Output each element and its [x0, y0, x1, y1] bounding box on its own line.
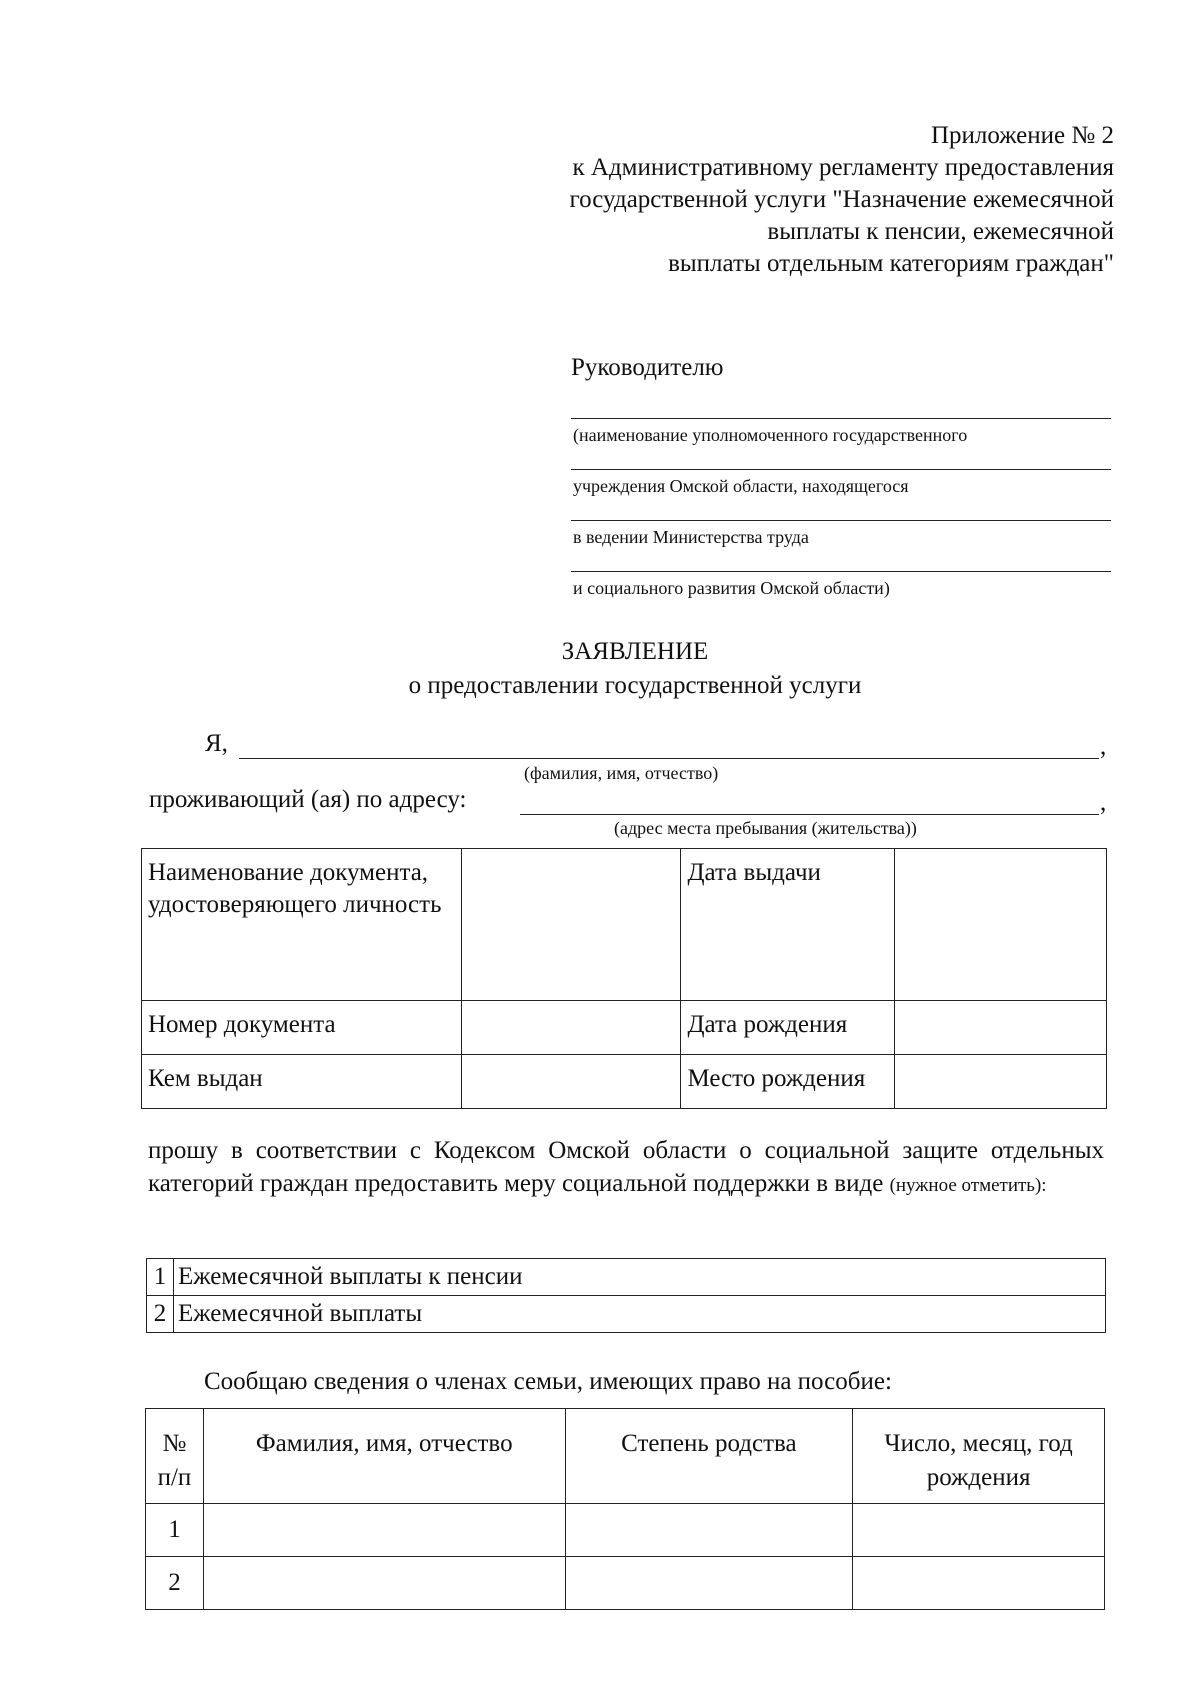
document-subtitle: о предоставлении государственной услуги	[408, 672, 862, 699]
column-header-birth: Число, месяц, год рождения	[853, 1409, 1105, 1504]
family-members-table	[145, 1408, 1105, 1610]
member-name-cell[interactable]	[203, 1504, 565, 1557]
row-number: 1	[146, 1504, 204, 1557]
name-field-line[interactable]	[239, 758, 1099, 759]
document-title: ЗАЯВЛЕНИЕ	[561, 638, 709, 665]
option-number: 1	[147, 1259, 174, 1296]
table-header-row	[146, 1409, 1105, 1504]
issued-by-value[interactable]	[461, 1055, 681, 1109]
address-field-line[interactable]	[520, 814, 1099, 815]
column-header-name: Фамилия, имя, отчество	[203, 1409, 565, 1504]
option-label[interactable]: Ежемесячной выплаты	[174, 1296, 1106, 1333]
addressee-line-2[interactable]	[571, 469, 1111, 470]
issue-date-label: Дата выдачи	[681, 849, 895, 1001]
request-text: прошу в соответствии с Кодексом Омской области о социальной защите отдельных категорий граждан предоставить меру социальной поддержки в виде	[148, 1137, 1104, 1197]
request-note: (нужное отметить):	[889, 1175, 1047, 1196]
appendix-line: государственной услуги "Назначение ежемесячной	[569, 186, 1114, 213]
birth-date-label: Дата рождения	[681, 1001, 895, 1055]
member-name-cell[interactable]	[203, 1557, 565, 1610]
table-row	[142, 1001, 1107, 1055]
appendix-line: Приложение № 2	[930, 122, 1114, 149]
doc-number-value[interactable]	[461, 1001, 681, 1055]
name-comma: ,	[1100, 733, 1107, 760]
doc-name-label: Наименование документа, удостоверяющего личность	[142, 849, 462, 1001]
option-label[interactable]: Ежемесячной выплаты к пенсии	[174, 1259, 1106, 1296]
table-row	[142, 1055, 1107, 1109]
family-heading: Сообщаю сведения о членах семьи, имеющих право на пособие:	[204, 1368, 892, 1395]
addressee-hint: в ведении Министерства труда	[573, 527, 809, 547]
support-options-table	[146, 1258, 1106, 1333]
appendix-line: выплаты к пенсии, ежемесячной	[767, 218, 1114, 245]
birth-date-value[interactable]	[895, 1001, 1107, 1055]
address-hint: (адрес места пребывания (жительства))	[614, 818, 917, 838]
addressee-line-4[interactable]	[571, 571, 1111, 572]
doc-name-value[interactable]	[461, 849, 681, 1001]
option-row[interactable]	[147, 1259, 1106, 1296]
addressee-hint: (наименование уполномоченного государственного	[573, 425, 968, 445]
table-row	[146, 1557, 1105, 1610]
birth-place-label: Место рождения	[681, 1055, 895, 1109]
addressee-hint: и социального развития Омской области)	[573, 578, 890, 598]
name-prefix: Я,	[205, 730, 228, 757]
address-prefix: проживающий (ая) по адресу:	[149, 786, 467, 813]
row-number: 2	[146, 1557, 204, 1610]
table-row	[146, 1504, 1105, 1557]
appendix-header	[414, 120, 1114, 280]
addressee-title: Руководителю	[571, 354, 724, 381]
member-birth-cell[interactable]	[853, 1504, 1105, 1557]
addressee-hint: учреждения Омской области, находящегося	[573, 476, 909, 496]
member-birth-cell[interactable]	[853, 1557, 1105, 1610]
member-relation-cell[interactable]	[565, 1557, 853, 1610]
column-header-number: № п/п	[146, 1409, 204, 1504]
member-relation-cell[interactable]	[565, 1504, 853, 1557]
addressee-line-3[interactable]	[571, 520, 1111, 521]
column-header-relation: Степень родства	[565, 1409, 853, 1504]
issue-date-value[interactable]	[895, 849, 1107, 1001]
doc-number-label: Номер документа	[142, 1001, 462, 1055]
issued-by-label: Кем выдан	[142, 1055, 462, 1109]
address-comma: ,	[1100, 789, 1107, 816]
request-paragraph	[148, 1134, 1104, 1202]
appendix-line: к Административному регламенту предоставления	[572, 154, 1114, 181]
birth-place-value[interactable]	[895, 1055, 1107, 1109]
option-number: 2	[147, 1296, 174, 1333]
option-row[interactable]	[147, 1296, 1106, 1333]
identity-document-table	[141, 848, 1107, 1109]
name-hint: (фамилия, имя, отчество)	[524, 763, 719, 783]
table-row	[142, 849, 1107, 1001]
appendix-line: выплаты отдельным категориям граждан"	[668, 250, 1114, 277]
addressee-line-1[interactable]	[571, 418, 1111, 419]
